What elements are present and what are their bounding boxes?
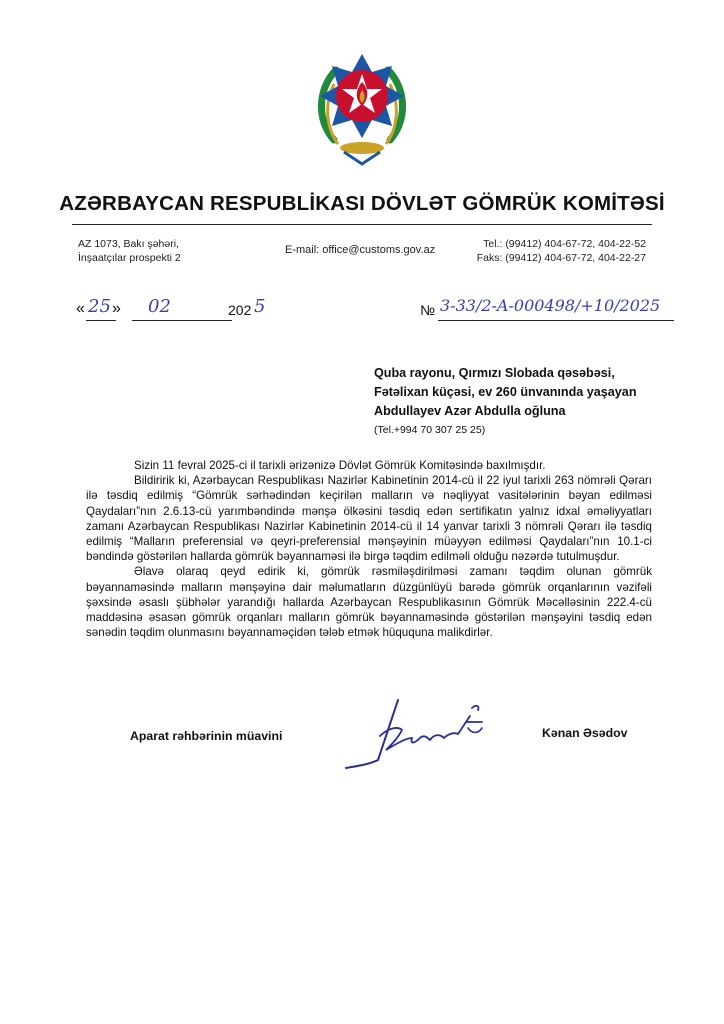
recipient-name: Abdullayev Azər Abdulla oğluna <box>374 404 566 418</box>
recipient-line-2: Fətəlixan küçəsi, ev 260 ünvanında yaşayan <box>374 385 637 399</box>
reference-number <box>420 296 680 326</box>
date-month: 02 <box>148 296 171 317</box>
phone-block <box>477 237 646 265</box>
reference-value: 3-33/2-A-000498/+10/2025 <box>440 296 661 315</box>
address-block <box>78 237 181 265</box>
paragraph-3: Əlavə olaraq qeyd edirik ki, gömrük rəsmiləşdirilməsi zamanı təqdim olunan gömrük bəyannaməsində malların mənşəyinə dair məlumatların düzgünlüyü barədə gömrük orqanlarının vəzifəli şəxsində əsaslı şübhələr yarandığı hallarda Azərbaycan Respublikasının Gömrük Məcəlləsinin 222.4-cü maddəsinə əsasən gömrük orqanları malların gömrük bəyannaməsində göstərilən mənşəyini təsdiq edən sənədin təqdim olunmasını bəyannaməçidən tələb etmək hüququna malikdirlər. <box>86 565 652 640</box>
paragraph-2: Bildiririk ki, Azərbaycan Respublikası Nazirlər Kabinetinin 2014-cü il 22 iyul tarixli 263 nömrəli Qərarı ilə təsdiq edilmiş “Gömrük sərhədindən keçirilən malların və nəqliyyat vasitələrinin bəyan edilməsi Qaydaları”nın 2.6.13-cü yarımbəndində mənşə ölkəsini təsdiq edən sertifikatın yalnız idxal əməliyyatları zamanı Azərbaycan Respublikası Nazirlər Kabinetinin 2014-cü il 14 yanvar tarixli 3 nömrəli Qərarı ilə təsdiq edilmiş “Malların preferensial və qeyri-preferensial mənşəyinin müəyyən edilməsi Qaydaları”nın 10.1-ci bəndində göstərilən hallarda gömrük bəyannaməsi ilə birgə təqdim edilməli olduğu nəzərdə tutulmuşdur. <box>86 474 652 564</box>
tel-line: Tel.: (99412) 404-67-72, 404-22-52 <box>483 238 646 250</box>
paragraph-1: Sizin 11 fevral 2025-ci il tarixli ərizənizə Dövlət Gömrük Komitəsində baxılmışdır. <box>134 459 546 472</box>
date-year: 202 <box>228 302 252 318</box>
day-underline <box>86 320 116 321</box>
month-underline <box>132 320 232 321</box>
number-sign: № <box>420 302 436 318</box>
recipient-line-1: Quba rayonu, Qırmızı Slobada qəsəbəsi, <box>374 366 615 380</box>
email-text: E-mail: office@customs.gov.az <box>285 244 436 256</box>
date-year-handwritten: 5 <box>254 296 266 317</box>
address-line-2: İnşaatçılar prospekti 2 <box>78 252 181 264</box>
signatory-name: Kənan Əsədov <box>542 726 628 740</box>
document-date <box>76 296 282 326</box>
date-open-quote: « <box>76 300 85 317</box>
signatory-title: Aparat rəhbərinin müavini <box>130 729 283 743</box>
organization-title: AZƏRBAYCAN RESPUBLİKASI DÖVLƏT GÖMRÜK KOMİTƏSİ <box>59 192 665 215</box>
recipient-tel: (Tel.+994 70 307 25 25) <box>374 424 486 436</box>
reference-underline <box>438 320 674 321</box>
date-close-quote: » <box>112 300 121 317</box>
recipient-block <box>374 364 637 440</box>
header-divider <box>72 224 652 225</box>
signature-icon <box>340 694 500 774</box>
address-line-1: AZ 1073, Bakı şəhəri, <box>78 238 179 250</box>
date-day: 25 <box>88 296 111 317</box>
state-emblem-icon <box>314 48 410 166</box>
fax-line: Faks: (99412) 404-67-72, 404-22-27 <box>476 252 646 264</box>
letter-body <box>86 458 652 640</box>
